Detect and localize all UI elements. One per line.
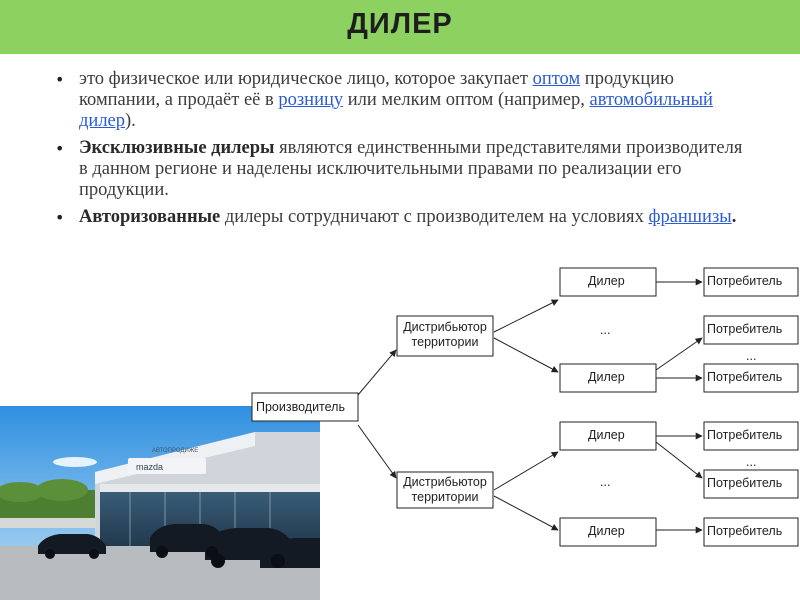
bullet-dot-icon: • [55, 70, 65, 89]
consumer-label: Потребитель [707, 322, 783, 336]
link-retail[interactable]: розницу [278, 90, 344, 110]
consumer-label: Потребитель [707, 370, 783, 384]
link-wholesale[interactable]: оптом [532, 69, 581, 89]
link-car-dealer[interactable]: автомобильный дилер [79, 90, 713, 131]
bullet-text: это физическое или юридическое лицо, которое закупает [79, 69, 533, 89]
consumer-box [704, 422, 798, 450]
distribution-diagram [240, 260, 800, 600]
bullet-bold-term: Авторизованные [79, 207, 221, 227]
consumer-label: Потребитель [707, 428, 783, 442]
dealer-label: Дилер [588, 524, 625, 538]
consumer-ellipsis: ... [746, 455, 757, 469]
consumer-ellipsis: ... [746, 349, 757, 363]
bullet-list [55, 69, 745, 234]
bullet-exclusive [55, 138, 745, 201]
distributor-label-line2: территории [411, 490, 479, 504]
bullet-bold-term: Эксклюзивные дилеры [79, 138, 275, 158]
producer-box [252, 393, 358, 421]
link-franchise[interactable]: франшизы [648, 207, 732, 227]
consumer-box [704, 268, 798, 296]
brand-sign: mazda [136, 462, 164, 472]
consumer-box [704, 364, 798, 392]
consumer-label: Потребитель [707, 274, 783, 288]
distributor-label-line1: Дистрибьютор [403, 320, 487, 334]
bullet-text: являются единственными представителями производителя в данном регионе и наделены исключительными правами по реализации его продукции. [79, 138, 743, 200]
bullet-definition [55, 69, 745, 132]
consumer-box [704, 470, 798, 498]
consumer-box [704, 316, 798, 344]
consumer-label: Потребитель [707, 524, 783, 538]
bullet-authorized [55, 207, 745, 228]
distributor-label-line2: территории [411, 335, 479, 349]
bullet-text: . [731, 207, 737, 227]
bullet-text: ). [125, 111, 136, 131]
dealer-sign: АВТОПРОДИЖЕ [152, 448, 199, 454]
consumer-label: Потребитель [707, 476, 783, 490]
producer-label: Производитель [256, 400, 345, 414]
bullet-text: продукцию компании, а продаёт её в [79, 69, 674, 110]
bullet-dot-icon: • [55, 208, 65, 227]
dealer-label: Дилер [588, 370, 625, 384]
dealer-box [560, 518, 656, 546]
consumer-box [704, 518, 798, 546]
distributor-label-line1: Дистрибьютор [403, 475, 487, 489]
distributor-box-1 [397, 316, 493, 356]
slide-title: ДИЛЕР [347, 8, 453, 40]
dealer-ellipsis: ... [600, 323, 611, 337]
dealer-box [560, 364, 656, 392]
bullet-text: или мелким оптом (например, [343, 90, 590, 110]
bullet-text: дилеры сотрудничают с производителем на условиях [220, 207, 649, 227]
dealer-label: Дилер [588, 428, 625, 442]
dealer-label: Дилер [588, 274, 625, 288]
dealer-ellipsis: ... [600, 475, 611, 489]
title-bar [0, 0, 800, 54]
bullet-dot-icon: • [55, 139, 65, 158]
distributor-box-2 [397, 472, 493, 508]
dealer-box [560, 268, 656, 296]
dealer-box [560, 422, 656, 450]
